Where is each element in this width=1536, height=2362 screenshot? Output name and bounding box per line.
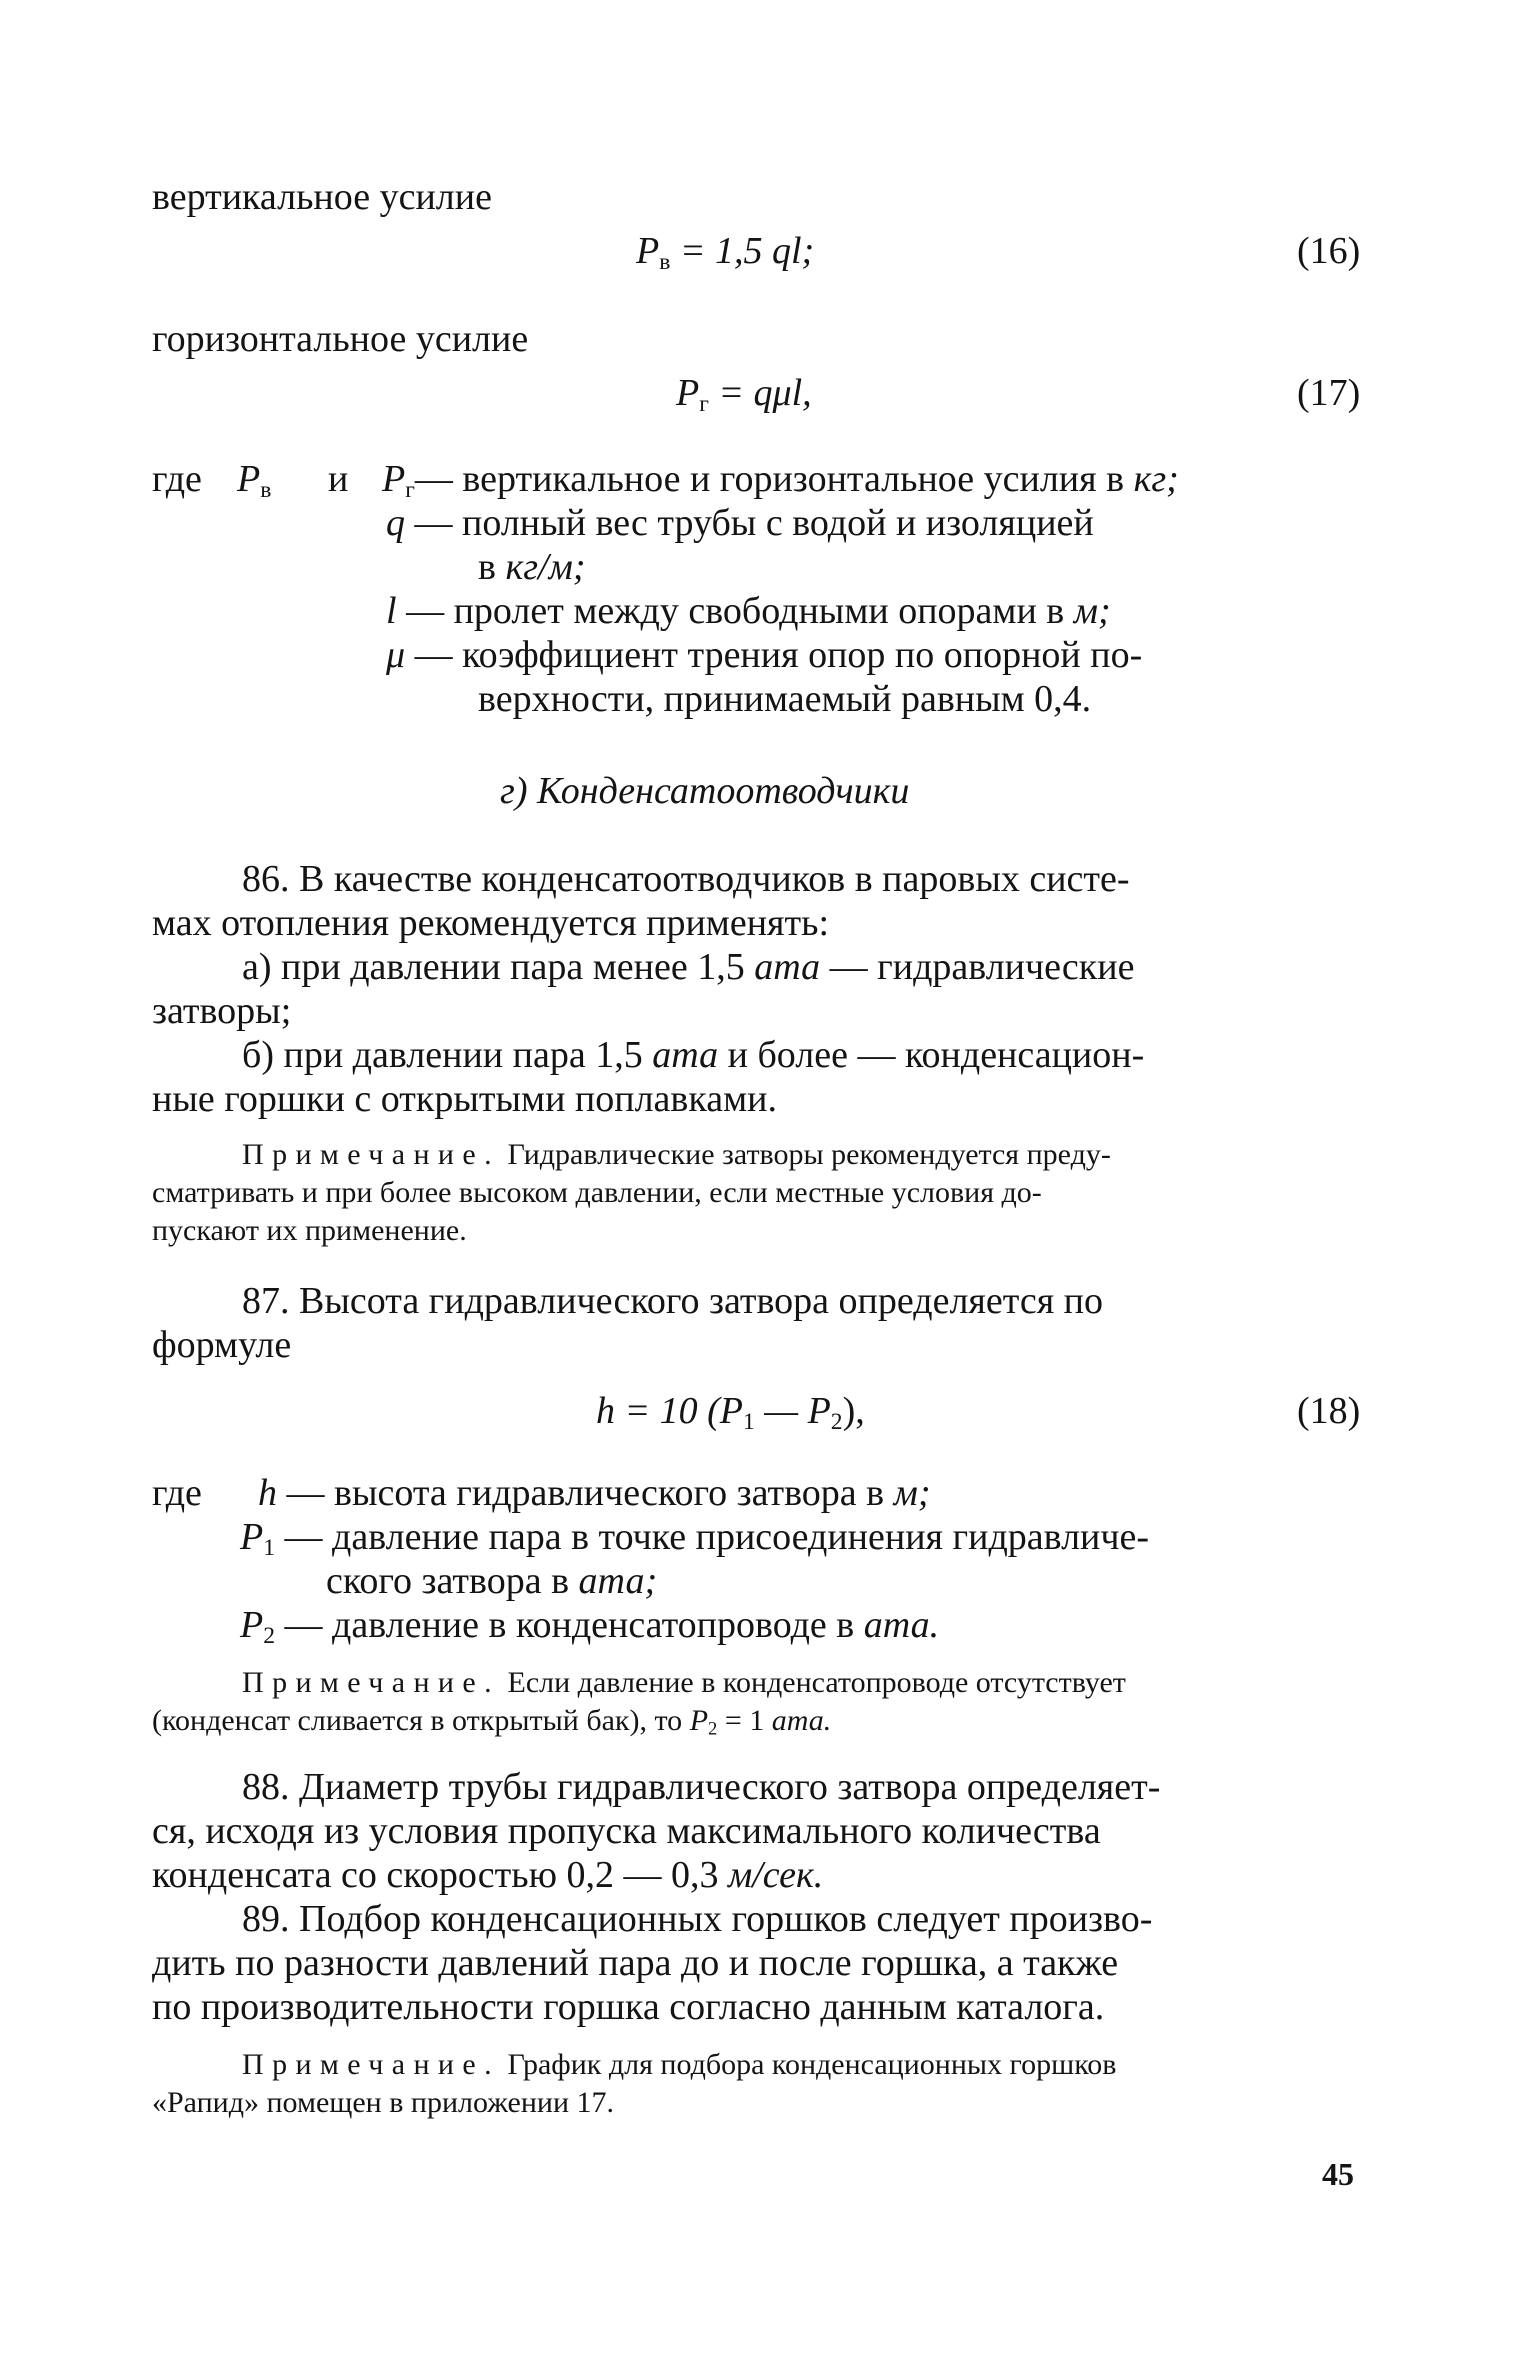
h-symbol: h	[258, 1472, 277, 1514]
where-gde-1: где	[152, 458, 202, 500]
page-number: 45	[1322, 2156, 1354, 2192]
p1-symbol: P	[240, 1516, 264, 1558]
where-gde-2: где	[152, 1472, 202, 1514]
p86-line1: 86. В качестве конденсатоотводчиков в паровых систе-	[242, 858, 1130, 900]
note3-label: Примечание.	[242, 2048, 501, 2081]
note2-label: Примечание.	[242, 1666, 501, 1699]
pg-text: — вертикальное и горизонтальное усилия в	[414, 458, 1125, 500]
p86-a-post: — гидравлические	[829, 946, 1135, 988]
where-pv	[237, 458, 272, 503]
p88-line3	[152, 1856, 823, 1894]
pg-symbol: P	[382, 458, 406, 500]
note2-text2: (конденсат сливается в открытый бак), то	[152, 1704, 683, 1737]
l-symbol: l	[386, 590, 397, 632]
formula-16-number: (16)	[1297, 230, 1361, 272]
formula-16-lhs: P	[636, 230, 660, 272]
p86-b-line1	[242, 1036, 1144, 1074]
note2-sym: P	[689, 1704, 709, 1737]
p89-line1: 89. Подбор конденсационных горшков следует произво-	[242, 1898, 1153, 1940]
l-unit: м;	[1073, 590, 1111, 632]
formula-18-end: ),	[842, 1390, 865, 1432]
formula-18-s2: 2	[830, 1408, 843, 1435]
intro-horizontal-force: горизонтальное усилие	[152, 318, 529, 360]
p86-a-line2: затворы;	[152, 990, 292, 1032]
p89-line2: дить по разности давлений пара до и после горшка, а также	[152, 1942, 1119, 1984]
formula-18	[596, 1390, 865, 1435]
p88-line3-pre: конденсата со скоростью 0,2 — 0,3	[152, 1854, 719, 1896]
note3-line2: «Рапид» помещен в приложении 17.	[152, 2086, 615, 2119]
pv-symbol: P	[237, 458, 261, 500]
intro-vertical-force: вертикальное усилие	[152, 176, 492, 218]
formula-18-mid: — P	[754, 1390, 831, 1432]
formula-18-lhs: h = 10 (P	[596, 1390, 744, 1432]
p87-line2: формуле	[152, 1324, 292, 1366]
p2-sub: 2	[263, 1622, 275, 1649]
note2-eq: = 1	[717, 1704, 765, 1737]
where-pg-line	[382, 458, 1179, 503]
formula-17-sub: г	[699, 390, 709, 417]
p86-line2: мах отопления рекомендуется применять:	[152, 902, 830, 944]
p88-line1: 88. Диаметр трубы гидравлического затвора определяет-	[242, 1766, 1161, 1808]
pv-sub: в	[260, 476, 272, 503]
p88-line2: ся, исходя из условия пропуска максимального количества	[152, 1810, 1101, 1852]
formula-18-s1: 1	[743, 1408, 755, 1435]
where-l-line	[386, 592, 1111, 630]
note2-sub: 2	[708, 1718, 718, 1740]
formula-16	[636, 230, 815, 275]
where-p2-line	[240, 1604, 940, 1649]
where-q-line	[386, 504, 1094, 542]
h-text: — высота гидравлического затвора в	[286, 1472, 885, 1514]
p86-b-pre: б) при давлении пара 1,5	[242, 1034, 643, 1076]
p86-a-pre: а) при давлении пара менее 1,5	[242, 946, 745, 988]
h-unit: м;	[893, 1472, 931, 1514]
formula-18-number: (18)	[1297, 1390, 1361, 1432]
p86-b-unit: ата	[652, 1034, 719, 1076]
where-h-line	[258, 1474, 931, 1512]
p1-text2: ского затвора в	[326, 1560, 570, 1602]
q-symbol: q	[386, 502, 405, 544]
p2-text: — давление в конденсатопроводе в	[284, 1604, 855, 1646]
where-p1-line	[240, 1516, 1150, 1561]
formula-17-rhs: = qμl,	[708, 372, 812, 414]
note1-label: Примечание.	[242, 1138, 501, 1171]
note2-text1: Если давление в конденсатопроводе отсутствует	[507, 1666, 1126, 1699]
note3-text1: График для подбора конденсационных горшков	[507, 2048, 1117, 2081]
note1-line3: пускают их применение.	[152, 1214, 467, 1247]
q-unit: кг/м;	[505, 546, 586, 588]
p86-b-post: и более — конденсацион-	[727, 1034, 1145, 1076]
where-q-line2	[478, 548, 586, 586]
note3-line1	[242, 2050, 1116, 2080]
note1-text1: Гидравлические затворы рекомендуется преду-	[507, 1138, 1111, 1171]
note2-line2	[152, 1704, 832, 1740]
formula-17	[676, 372, 812, 417]
p87-line1: 87. Высота гидравлического затвора определяется по	[242, 1280, 1104, 1322]
p86-a-line1	[242, 948, 1134, 986]
note2-unit: ата.	[771, 1704, 832, 1737]
where-mu-line	[386, 636, 1142, 674]
pg-unit: кг;	[1133, 458, 1179, 500]
p1-text: — давление пара в точке присоединения гидравличе-	[284, 1516, 1150, 1558]
p88-line3-unit: м/сек.	[727, 1854, 824, 1896]
p1-unit: ата;	[578, 1560, 658, 1602]
p89-line3: по производительности горшка согласно данным каталога.	[152, 1986, 1105, 2028]
p1-sub: 1	[263, 1534, 275, 1561]
note2-line1	[242, 1668, 1126, 1698]
section-heading: г) Конденсатоотводчики	[500, 770, 910, 812]
q-text2-prefix: в	[478, 546, 496, 588]
mu-text: — коэффициент трения опор по опорной по-	[414, 634, 1143, 676]
l-text: — пролет между свободными опорами в	[406, 590, 1065, 632]
note1-line1	[242, 1140, 1111, 1170]
where-and: и	[328, 458, 349, 500]
where-mu-line2: верхности, принимаемый равным 0,4.	[478, 678, 1092, 720]
formula-17-lhs: P	[676, 372, 700, 414]
where-p1-line2	[326, 1562, 657, 1600]
formula-17-number: (17)	[1297, 372, 1361, 414]
formula-16-sub: в	[659, 248, 671, 275]
q-text: — полный вес трубы с водой и изоляцией	[414, 502, 1094, 544]
formula-16-rhs: = 1,5 ql;	[670, 230, 815, 272]
pg-sub: г	[405, 476, 415, 503]
p2-symbol: P	[240, 1604, 264, 1646]
mu-symbol: μ	[386, 634, 406, 676]
p2-unit: ата.	[863, 1604, 940, 1646]
p86-b-line2: ные горшки с открытыми поплавками.	[152, 1078, 777, 1120]
p86-a-unit: ата	[754, 946, 821, 988]
note1-line2: сматривать и при более высоком давлении, если местные условия до-	[152, 1176, 1042, 1209]
